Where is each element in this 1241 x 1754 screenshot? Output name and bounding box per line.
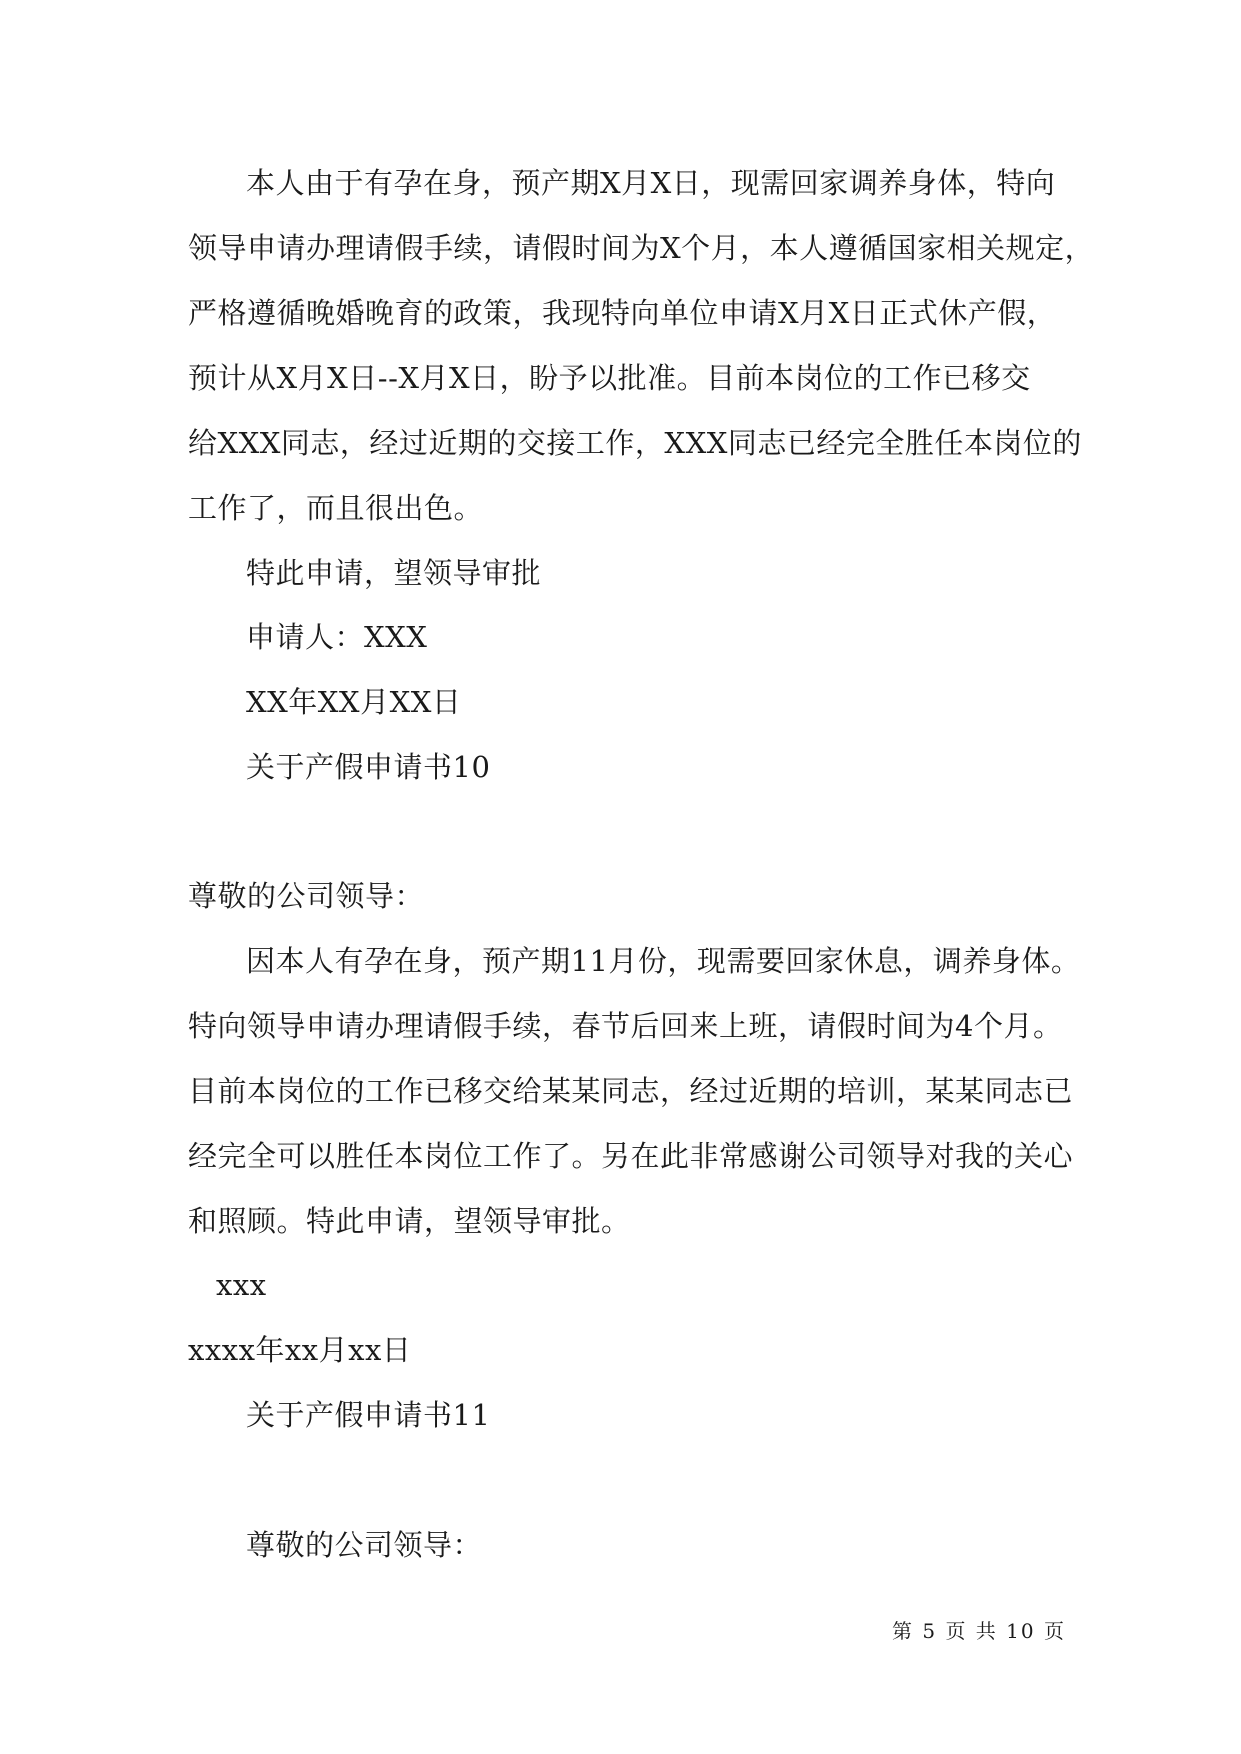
section-title: 关于产假申请书11: [246, 1398, 491, 1432]
paragraph-line: 给XXX同志，经过近期的交接工作，XXX同志已经完全胜任本岗位的: [188, 426, 1082, 460]
date-line: xxxx年xx月xx日: [188, 1333, 412, 1367]
paragraph-line: 和照顾。特此申请，望领导审批。: [188, 1204, 631, 1238]
paragraph-line: 经完全可以胜任本岗位工作了。另在此非常感谢公司领导对我的关心: [188, 1139, 1074, 1173]
paragraph-line: 因本人有孕在身，预产期11月份，现需要回家休息，调养身体。: [246, 944, 1081, 978]
paragraph-line: 领导申请办理请假手续，请假时间为X个月，本人遵循国家相关规定，: [188, 231, 1095, 265]
paragraph-line: 严格遵循晚婚晚育的政策，我现特向单位申请X月X日正式休产假，: [188, 296, 1057, 330]
applicant-line: 申请人：XXX: [246, 620, 428, 654]
paragraph-line: 本人由于有孕在身，预产期X月X日，现需回家调养身体，特向: [246, 166, 1056, 200]
closing-line: 特此申请，望领导审批: [246, 556, 542, 590]
paragraph-line: 特向领导申请办理请假手续，春节后回来上班，请假时间为4个月。: [188, 1009, 1063, 1043]
paragraph-line: 目前本岗位的工作已移交给某某同志，经过近期的培训，某某同志已: [188, 1074, 1074, 1108]
section-title: 关于产假申请书10: [246, 750, 491, 784]
signature-line: xxx: [216, 1268, 267, 1302]
date-line: XX年XX月XX日: [246, 685, 462, 719]
salutation: 尊敬的公司领导：: [188, 879, 425, 913]
salutation: 尊敬的公司领导：: [246, 1528, 483, 1562]
paragraph-line: 工作了，而且很出色。: [188, 491, 484, 525]
paragraph-line: 预计从X月X日--X月X日，盼予以批准。目前本岗位的工作已移交: [188, 361, 1031, 395]
page-footer: 第 5 页 共 10 页: [892, 1619, 1066, 1643]
